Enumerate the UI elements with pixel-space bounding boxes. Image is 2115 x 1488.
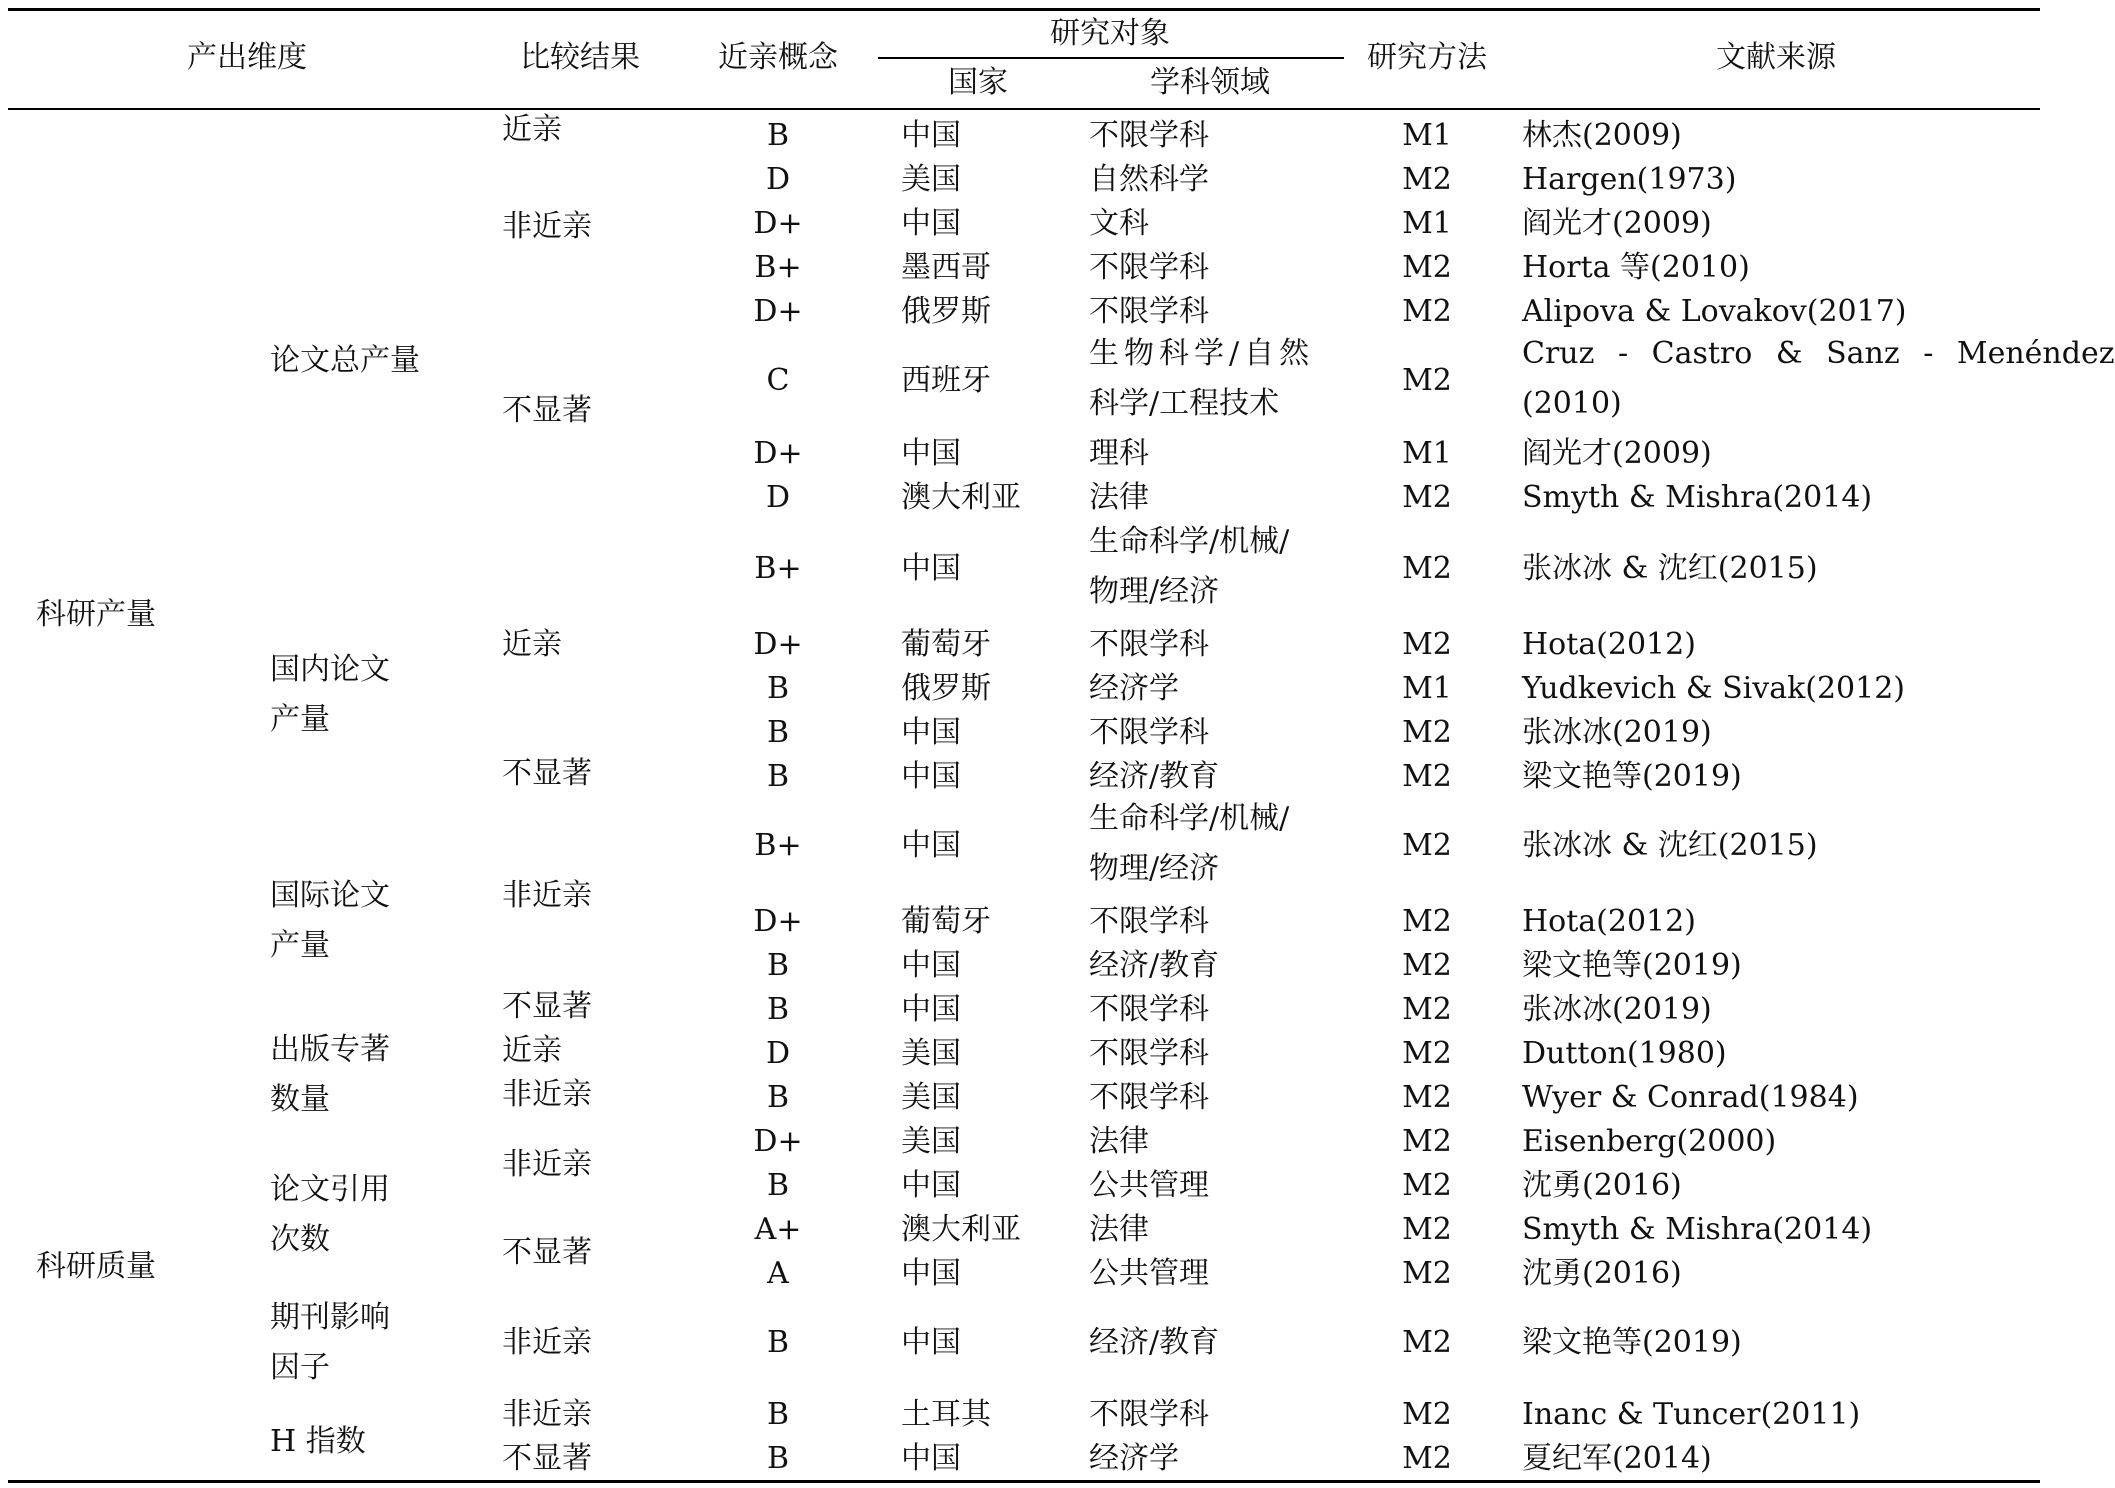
header-research-method: 研究方法 bbox=[1367, 40, 1487, 75]
indicator-label: 因子 bbox=[270, 1350, 330, 1385]
country-cell: 美国 bbox=[901, 1124, 961, 1159]
header-discipline: 学科领域 bbox=[1150, 65, 1270, 100]
result-label: 非近亲 bbox=[502, 1325, 592, 1360]
table-row bbox=[0, 431, 2048, 475]
field-cell: 不限学科 bbox=[1089, 1397, 1209, 1432]
concept-cell: B bbox=[766, 1080, 790, 1115]
field-cell: 科学/工程技术 bbox=[1089, 386, 1280, 421]
country-cell: 美国 bbox=[901, 1036, 961, 1071]
table-row bbox=[0, 987, 2048, 1031]
method-cell: M2 bbox=[1402, 1168, 1452, 1203]
result-label: 非近亲 bbox=[502, 1397, 592, 1432]
country-cell: 葡萄牙 bbox=[901, 904, 991, 939]
table-row bbox=[0, 1320, 2048, 1364]
indicator-label: 国内论文 bbox=[270, 652, 390, 687]
table-row bbox=[0, 157, 2048, 201]
indicator-label: H 指数 bbox=[270, 1424, 366, 1459]
indicator-label: 数量 bbox=[270, 1082, 330, 1117]
field-cell: 经济/教育 bbox=[1089, 759, 1220, 794]
country-cell: 中国 bbox=[901, 1168, 961, 1203]
table-row bbox=[0, 1392, 2048, 1436]
table-row bbox=[0, 522, 2048, 614]
field-cell: 不限学科 bbox=[1089, 118, 1209, 153]
concept-cell: A bbox=[767, 1256, 789, 1291]
table-row bbox=[0, 245, 2048, 289]
field-cell: 经济学 bbox=[1089, 1441, 1179, 1476]
concept-cell: B bbox=[766, 992, 790, 1027]
field-cell: 生命科学/机械/ bbox=[1089, 801, 1290, 836]
concept-cell: D+ bbox=[753, 206, 803, 241]
method-cell: M2 bbox=[1402, 1124, 1452, 1159]
method-cell: M2 bbox=[1402, 828, 1452, 863]
result-label: 不显著 bbox=[502, 756, 592, 791]
method-cell: M1 bbox=[1402, 436, 1452, 471]
field-cell: 经济/教育 bbox=[1089, 948, 1220, 983]
country-cell: 俄罗斯 bbox=[901, 294, 991, 329]
country-cell: 中国 bbox=[901, 551, 961, 586]
method-cell: M2 bbox=[1402, 1397, 1452, 1432]
field-cell: 不限学科 bbox=[1089, 904, 1209, 939]
concept-cell: D+ bbox=[753, 436, 803, 471]
result-label: 非近亲 bbox=[502, 1077, 592, 1112]
result-label: 不显著 bbox=[502, 393, 592, 428]
concept-cell: B bbox=[766, 715, 790, 750]
source-cell: Hargen(1973) bbox=[1522, 162, 1737, 197]
table-row bbox=[0, 899, 2048, 943]
table-row bbox=[0, 113, 2048, 157]
field-cell: 生物科学/自然 bbox=[1089, 336, 1315, 371]
source-cell: 张冰冰 & 沈红(2015) bbox=[1522, 828, 1818, 863]
field-cell: 物理/经济 bbox=[1089, 851, 1220, 886]
field-cell: 经济学 bbox=[1089, 671, 1179, 706]
header-country: 国家 bbox=[948, 65, 1008, 100]
country-cell: 中国 bbox=[901, 828, 961, 863]
source-cell: Hota(2012) bbox=[1522, 627, 1696, 662]
result-label: 不显著 bbox=[502, 1235, 592, 1270]
table-row bbox=[0, 1031, 2048, 1075]
method-cell: M2 bbox=[1402, 948, 1452, 983]
concept-cell: D+ bbox=[753, 904, 803, 939]
field-cell: 公共管理 bbox=[1089, 1256, 1209, 1291]
concept-cell: B bbox=[766, 948, 790, 983]
result-label: 非近亲 bbox=[502, 1147, 592, 1182]
field-cell: 不限学科 bbox=[1089, 294, 1209, 329]
source-cell: Smyth & Mishra(2014) bbox=[1522, 480, 1873, 515]
concept-cell: D+ bbox=[753, 294, 803, 329]
field-cell: 不限学科 bbox=[1089, 992, 1209, 1027]
method-cell: M2 bbox=[1402, 759, 1452, 794]
result-label: 不显著 bbox=[502, 1441, 592, 1476]
table-row bbox=[0, 1436, 2048, 1480]
country-cell: 美国 bbox=[901, 1080, 961, 1115]
field-cell: 生命科学/机械/ bbox=[1089, 524, 1290, 559]
source-cell: 张冰冰(2019) bbox=[1522, 715, 1712, 750]
top-rule bbox=[8, 8, 2040, 11]
country-cell: 墨西哥 bbox=[901, 250, 991, 285]
source-cell: 阎光才(2009) bbox=[1522, 206, 1712, 241]
source-cell: Alipova & Lovakov(2017) bbox=[1522, 294, 1907, 329]
dimension-label: 科研质量 bbox=[36, 1249, 156, 1284]
country-cell: 中国 bbox=[901, 715, 961, 750]
result-label: 近亲 bbox=[502, 1033, 562, 1068]
method-cell: M2 bbox=[1402, 1036, 1452, 1071]
table-row bbox=[0, 943, 2048, 987]
method-cell: M1 bbox=[1402, 206, 1452, 241]
concept-cell: B+ bbox=[754, 828, 802, 863]
source-cell: Yudkevich & Sivak(2012) bbox=[1522, 671, 1906, 706]
country-cell: 中国 bbox=[901, 206, 961, 241]
country-cell: 中国 bbox=[901, 759, 961, 794]
indicator-label: 论文引用 bbox=[270, 1172, 390, 1207]
country-cell: 中国 bbox=[901, 1441, 961, 1476]
bottom-rule bbox=[8, 1480, 2040, 1483]
method-cell: M2 bbox=[1402, 1325, 1452, 1360]
concept-cell: D bbox=[765, 1036, 791, 1071]
method-cell: M2 bbox=[1402, 1212, 1452, 1247]
country-cell: 澳大利亚 bbox=[901, 480, 1021, 515]
country-cell: 中国 bbox=[901, 1325, 961, 1360]
concept-cell: B+ bbox=[754, 250, 802, 285]
dimension-label: 科研产量 bbox=[36, 597, 156, 632]
concept-cell: B bbox=[766, 759, 790, 794]
field-cell: 不限学科 bbox=[1089, 1036, 1209, 1071]
indicator-label: 论文总产量 bbox=[270, 343, 420, 378]
field-cell: 不限学科 bbox=[1089, 250, 1209, 285]
header-comparison-result: 比较结果 bbox=[520, 40, 640, 75]
table-row bbox=[0, 754, 2048, 798]
field-cell: 经济/教育 bbox=[1089, 1325, 1220, 1360]
concept-cell: B bbox=[766, 1168, 790, 1203]
field-cell: 自然科学 bbox=[1089, 162, 1209, 197]
source-cell: 张冰冰(2019) bbox=[1522, 992, 1712, 1027]
source-cell: 林杰(2009) bbox=[1522, 118, 1682, 153]
concept-cell: D bbox=[765, 162, 791, 197]
field-cell: 法律 bbox=[1089, 480, 1149, 515]
country-cell: 俄罗斯 bbox=[901, 671, 991, 706]
source-cell: (2010) bbox=[1522, 386, 1622, 421]
method-cell: M2 bbox=[1402, 992, 1452, 1027]
source-cell: 夏纪军(2014) bbox=[1522, 1441, 1712, 1476]
country-cell: 中国 bbox=[901, 436, 961, 471]
country-cell: 中国 bbox=[901, 948, 961, 983]
field-cell: 物理/经济 bbox=[1089, 574, 1220, 609]
field-cell: 公共管理 bbox=[1089, 1168, 1209, 1203]
indicator-label: 产量 bbox=[270, 702, 330, 737]
source-cell: Horta 等(2010) bbox=[1522, 250, 1750, 285]
country-cell: 西班牙 bbox=[901, 363, 991, 398]
header-inbreeding-concept: 近亲概念 bbox=[718, 40, 838, 75]
source-cell: 梁文艳等(2019) bbox=[1522, 1325, 1742, 1360]
method-cell: M2 bbox=[1402, 480, 1452, 515]
table-row bbox=[0, 710, 2048, 754]
result-label: 近亲 bbox=[502, 112, 562, 147]
result-label: 非近亲 bbox=[502, 878, 592, 913]
concept-cell: D+ bbox=[753, 627, 803, 662]
method-cell: M2 bbox=[1402, 250, 1452, 285]
indicator-label: 出版专著 bbox=[270, 1032, 390, 1067]
concept-cell: D bbox=[765, 480, 791, 515]
source-cell: 张冰冰 & 沈红(2015) bbox=[1522, 551, 1818, 586]
source-cell: 梁文艳等(2019) bbox=[1522, 948, 1742, 983]
research-object-underline bbox=[878, 57, 1344, 59]
country-cell: 中国 bbox=[901, 1256, 961, 1291]
source-cell: Hota(2012) bbox=[1522, 904, 1696, 939]
indicator-label: 产量 bbox=[270, 928, 330, 963]
method-cell: M2 bbox=[1402, 551, 1452, 586]
country-cell: 澳大利亚 bbox=[901, 1212, 1021, 1247]
method-cell: M2 bbox=[1402, 627, 1452, 662]
source-cell: Smyth & Mishra(2014) bbox=[1522, 1212, 1873, 1247]
method-cell: M1 bbox=[1402, 671, 1452, 706]
field-cell: 法律 bbox=[1089, 1124, 1149, 1159]
concept-cell: B bbox=[766, 1441, 790, 1476]
field-cell: 不限学科 bbox=[1089, 627, 1209, 662]
concept-cell: D+ bbox=[753, 1124, 803, 1159]
method-cell: M2 bbox=[1402, 1080, 1452, 1115]
table-row bbox=[0, 475, 2048, 519]
table-row bbox=[0, 1075, 2048, 1119]
concept-cell: B bbox=[766, 671, 790, 706]
table-row bbox=[0, 335, 2115, 427]
table-row bbox=[0, 799, 2048, 891]
source-cell: 梁文艳等(2019) bbox=[1522, 759, 1742, 794]
method-cell: M1 bbox=[1402, 118, 1452, 153]
country-cell: 中国 bbox=[901, 992, 961, 1027]
indicator-label: 期刊影响 bbox=[270, 1300, 390, 1335]
concept-cell: C bbox=[766, 363, 790, 398]
field-cell: 文科 bbox=[1089, 206, 1149, 241]
source-cell: Dutton(1980) bbox=[1522, 1036, 1727, 1071]
table-row bbox=[0, 1119, 2048, 1163]
concept-cell: B bbox=[766, 1325, 790, 1360]
field-cell: 理科 bbox=[1089, 436, 1149, 471]
source-cell: Cruz - Castro & Sanz - Menéndez bbox=[1522, 336, 2115, 371]
method-cell: M2 bbox=[1402, 1256, 1452, 1291]
table-row bbox=[0, 622, 2048, 666]
method-cell: M2 bbox=[1402, 294, 1452, 329]
concept-cell: B bbox=[766, 118, 790, 153]
method-cell: M2 bbox=[1402, 363, 1452, 398]
source-cell: 沈勇(2016) bbox=[1522, 1256, 1682, 1291]
source-cell: 沈勇(2016) bbox=[1522, 1168, 1682, 1203]
indicator-label: 国际论文 bbox=[270, 878, 390, 913]
source-cell: Inanc & Tuncer(2011) bbox=[1522, 1397, 1861, 1432]
source-cell: Wyer & Conrad(1984) bbox=[1522, 1080, 1859, 1115]
indicator-label: 次数 bbox=[270, 1222, 330, 1257]
table-row bbox=[0, 289, 2048, 333]
source-cell: 阎光才(2009) bbox=[1522, 436, 1712, 471]
table-row bbox=[0, 1207, 2048, 1251]
result-label: 非近亲 bbox=[502, 209, 592, 244]
method-cell: M2 bbox=[1402, 1441, 1452, 1476]
concept-cell: A+ bbox=[754, 1212, 802, 1247]
source-cell: Eisenberg(2000) bbox=[1522, 1124, 1777, 1159]
header-research-object: 研究对象 bbox=[1050, 16, 1170, 51]
field-cell: 不限学科 bbox=[1089, 1080, 1209, 1115]
concept-cell: B bbox=[766, 1397, 790, 1432]
result-label: 近亲 bbox=[502, 627, 562, 662]
table-row bbox=[0, 666, 2048, 710]
method-cell: M2 bbox=[1402, 715, 1452, 750]
country-cell: 土耳其 bbox=[901, 1397, 991, 1432]
concept-cell: B+ bbox=[754, 551, 802, 586]
header-source: 文献来源 bbox=[1716, 40, 1836, 75]
method-cell: M2 bbox=[1402, 904, 1452, 939]
table-row bbox=[0, 201, 2048, 245]
table-row bbox=[0, 1251, 2048, 1295]
method-cell: M2 bbox=[1402, 162, 1452, 197]
country-cell: 美国 bbox=[901, 162, 961, 197]
header-output-dimension: 产出维度 bbox=[187, 40, 307, 75]
table-row bbox=[0, 1163, 2048, 1207]
field-cell: 法律 bbox=[1089, 1212, 1149, 1247]
field-cell: 不限学科 bbox=[1089, 715, 1209, 750]
country-cell: 葡萄牙 bbox=[901, 627, 991, 662]
header-rule bbox=[8, 108, 2040, 110]
result-label: 不显著 bbox=[502, 989, 592, 1024]
country-cell: 中国 bbox=[901, 118, 961, 153]
